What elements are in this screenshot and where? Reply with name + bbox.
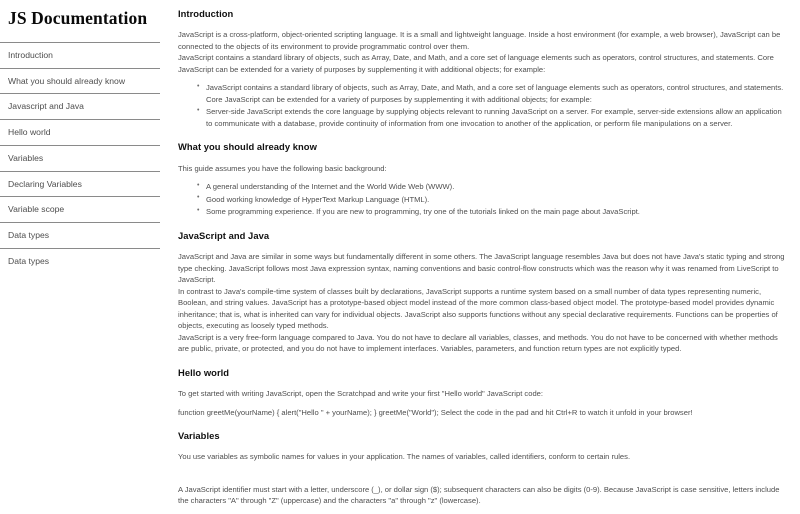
code-snippet: function greetMe(yourName) { alert("Hello " + yourName); } greetMe("World"); Select the code in the pad and hit Ctrl+R to watch it unfold in your browser!: [178, 407, 693, 417]
list-item: • JavaScript contains a standard library of objects, such as Array, Date, and Math, and a core set of language elements such as operators, control structures, and statements. Core JavaScript can be extended for a variety of purposes by supplementing it with additional objects; for example:: [206, 82, 790, 105]
body-paragraph: To get started with writing JavaScript, open the Scratchpad and write your first "Hello world" JavaScript code:: [178, 389, 543, 399]
body-paragraph: You use variables as symbolic names for values in your application. The names of variables, called identifiers, conform to certain rules.: [178, 452, 631, 462]
section-heading: Hello world: [178, 366, 230, 378]
sidebar-item-introduction[interactable]: Introduction: [0, 42, 160, 68]
page-title: JS Documentation: [8, 8, 148, 28]
sidebar-item-what-you-should-already-know[interactable]: What you should already know: [0, 68, 160, 94]
section-javascript-and-java: [178, 230, 790, 355]
section-heading: What you should already know: [178, 141, 317, 153]
sidebar-item-declaring-variables[interactable]: Declaring Variables: [0, 171, 160, 197]
list-item: • A general understanding of the Internet and the World Wide Web (WWW).: [206, 181, 790, 193]
body-paragraph: In contrast to Java's compile-time system of classes built by declarations, JavaScript supports a runtime system based on a small number of data types representing numeric, Boolean, and string values. JavaScript has a prototype-based object model instead of the more common class-based object model. The prototype-based model provides dynamic inheritance; that is, what is inherited can vary for individual objects. JavaScript also supports functions without any special declarative requirements. Functions can be properties of objects, executing as loosely typed methods.: [178, 286, 778, 331]
list-item: • Server-side JavaScript extends the core language by supplying objects relevant to running JavaScript on a server. For example, server-side extensions allow an application to communicate with a database, provide continuity of information from one invocation to another of the application, or perform file manipulations on a server.: [206, 106, 790, 129]
section-hello-world: [178, 367, 790, 418]
sidebar-item-hello-world[interactable]: Hello world: [0, 119, 160, 145]
main-content: [170, 0, 800, 514]
paragraph-block: [178, 251, 790, 355]
sidebar-item-list: [0, 42, 170, 274]
paragraph-block: [178, 163, 790, 175]
list-item: • Good working knowledge of HyperText Markup Language (HTML).: [206, 194, 790, 206]
body-paragraph: JavaScript and Java are similar in some ways but fundamentally different in some others. The JavaScript language resembles Java but does not have Java's static typing and strong type checking. JavaScript follows most Java expression syntax, naming conventions and basic control-flow constructs which was the reason why it was renamed from LiveScript to JavaScript.: [178, 252, 785, 285]
section-variables: [178, 430, 790, 507]
paragraph-block: [178, 388, 790, 400]
list-item: • Some programming experience. If you are new to programming, try one of the tutorials linked on the main page about JavaScript.: [206, 206, 790, 218]
paragraph-block: [178, 29, 790, 75]
bullet-list: [178, 181, 790, 218]
section-heading: Introduction: [178, 8, 234, 19]
paragraph-block: [178, 451, 790, 463]
sidebar-item-data-types[interactable]: Data types: [0, 248, 160, 274]
sidebar-item-data-types[interactable]: Data types: [0, 222, 160, 248]
sidebar-item-javascript-and-java[interactable]: Javascript and Java: [0, 93, 160, 119]
section-what-you-should-already-know: [178, 141, 790, 217]
bullet-list: [178, 82, 790, 129]
body-paragraph: A JavaScript identifier must start with a letter, underscore (_), or dollar sign ($); subsequent characters can also be digits (0-9). Because JavaScript is case sensitive, letters include the characters "A" through "Z" (uppercase) and the characters "a" through "z" (lowercase).: [178, 484, 780, 506]
body-paragraph: This guide assumes you have the following basic background:: [178, 163, 387, 173]
body-paragraph: JavaScript contains a standard library of objects, such as Array, Date, and Math, and a core set of language elements such as operators, control structures, and statements. Core JavaScript can be extended for a variety of purposes by supplementing it with additional objects; for example:: [178, 53, 774, 74]
vertical-spacer: [178, 470, 790, 484]
sidebar-item-variable-scope[interactable]: Variable scope: [0, 196, 160, 222]
section-heading: JavaScript and Java: [178, 229, 270, 241]
body-paragraph: JavaScript is a very free-form language compared to Java. You do not have to declare all variables, classes, and methods. You do not have to be concerned with whether methods are public, private, or protected, and you do not have to implement interfaces. Variables, parameters, and function return types are not explicitly typed.: [178, 332, 778, 354]
section-heading: Variables: [178, 430, 220, 442]
body-paragraph: JavaScript is a cross-platform, object-oriented scripting language. It is a small and lightweight language. Inside a host environment (for example, a web browser), JavaScript can be connected to the objects of its environment to provide programmatic control over them.: [178, 30, 781, 51]
section-introduction: [178, 8, 790, 129]
sidebar-navigation: [0, 0, 170, 274]
sidebar-item-variables[interactable]: Variables: [0, 145, 160, 171]
